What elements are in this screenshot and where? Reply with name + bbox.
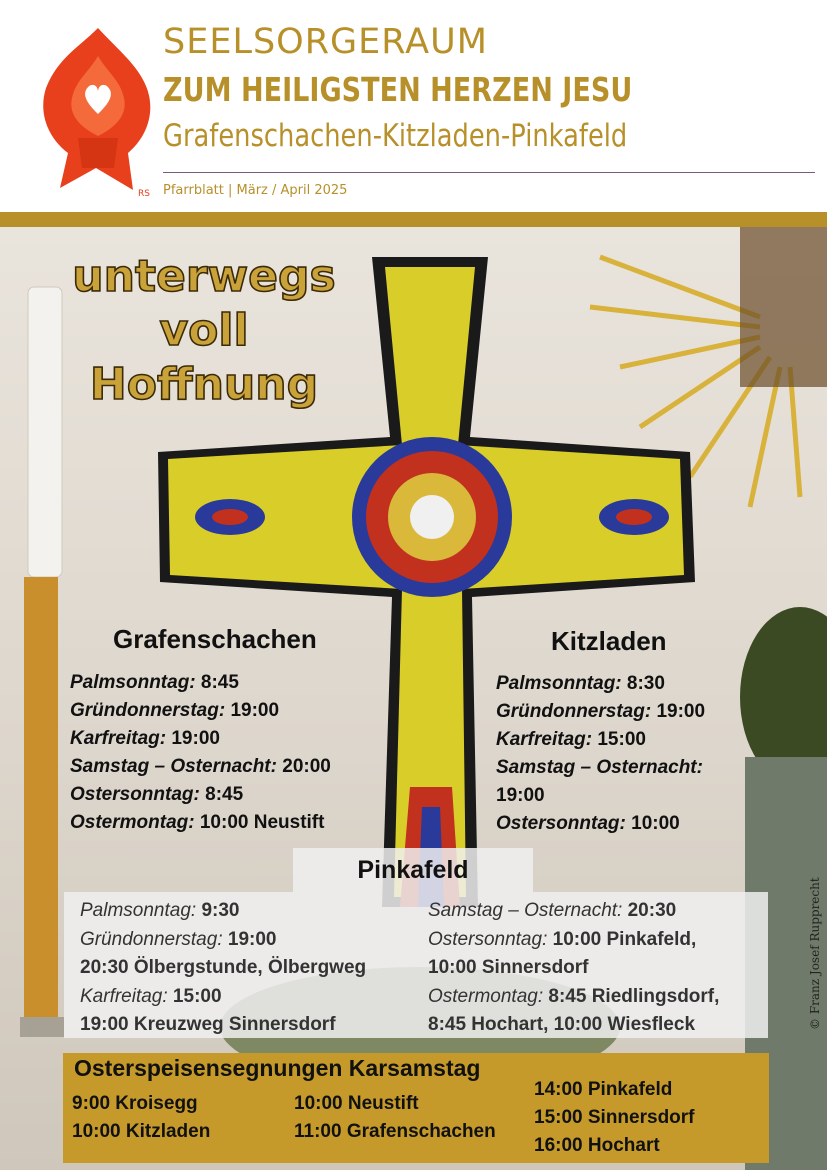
schedule-row: Samstag – Osternacht: 20:00 [70,756,331,777]
schedule-row: Karfreitag: 19:00 [70,728,220,749]
osterspeisen-col3 [534,1076,695,1160]
header-line2: ZUM HEILIGSTEN HERZEN JESU [163,70,633,109]
schedule-row: Ostersonntag: 10:00 Pinkafeld, [428,928,697,950]
masthead [0,0,827,212]
grafenschachen-title: Grafenschachen [113,624,317,654]
slogan-line: voll [159,305,249,356]
schedule-row: Karfreitag: 15:00 [496,729,646,750]
list-item: 16:00 Hochart [534,1135,660,1156]
grafenschachen-schedule [70,669,331,837]
list-item: 9:00 Kroisegg [72,1093,198,1114]
schedule-row: 8:45 Hochart, 10:00 Wiesfleck [428,1014,696,1035]
header-line3: Grafenschachen-Kitzladen-Pinkafeld [163,118,628,154]
list-item: 11:00 Grafenschachen [294,1121,496,1142]
pinkafeld-left-column [80,897,366,1040]
slogan-line: unterwegs [72,251,336,302]
flame-heart-logo-icon [38,18,156,200]
schedule-row: Samstag – Osternacht: 20:30 [428,900,677,921]
schedule-row: Ostermontag: 10:00 Neustift [70,812,325,833]
slogan [62,250,346,412]
schedule-row: Karfreitag: 15:00 [80,985,222,1007]
schedule-row: 19:00 Kreuzweg Sinnersdorf [80,1014,336,1035]
osterspeisen-col1 [72,1090,210,1146]
header-line1: SEELSORGERAUM [163,22,488,62]
schedule-row: Ostermontag: 8:45 Riedlingsdorf, [428,985,720,1007]
kitzladen-title: Kitzladen [551,626,667,656]
osterspeisen-col2 [294,1090,496,1146]
schedule-row: Gründonnerstag: 19:00 [80,928,277,950]
schedule-row: Palmsonntag: 9:30 [80,900,240,921]
issue-label: Pfarrblatt | März / April 2025 [163,183,348,198]
header-rule [163,172,815,173]
schedule-row: Palmsonntag: 8:30 [496,673,665,694]
logo-mark: RS [138,189,150,199]
kitzladen-schedule [496,670,705,838]
slogan-line: Hoffnung [89,359,319,410]
schedule-row: Ostersonntag: 8:45 [70,784,244,805]
photo-credit: © Franz Josef Rupprecht [808,877,822,1030]
pinkafeld-right-column [428,897,719,1040]
schedule-row: 20:30 Ölbergstunde, Ölbergweg [80,957,367,978]
list-item: 15:00 Sinnersdorf [534,1107,695,1128]
schedule-row: Gründonnerstag: 19:00 [70,700,280,721]
list-item: 10:00 Neustift [294,1093,419,1114]
schedule-row: Samstag – Osternacht: [496,757,703,778]
schedule-row: 19:00 [496,785,545,806]
list-item: 14:00 Pinkafeld [534,1079,673,1100]
osterspeisen-title: Osterspeisensegnungen Karsamstag [74,1055,481,1081]
schedule-row: Gründonnerstag: 19:00 [496,701,706,722]
gold-divider [0,212,827,227]
schedule-row: Ostersonntag: 10:00 [496,813,680,834]
schedule-row: Palmsonntag: 8:45 [70,672,239,693]
list-item: 10:00 Kitzladen [72,1121,211,1142]
pinkafeld-title: Pinkafeld [293,848,533,892]
schedule-row: 10:00 Sinnersdorf [428,957,589,978]
